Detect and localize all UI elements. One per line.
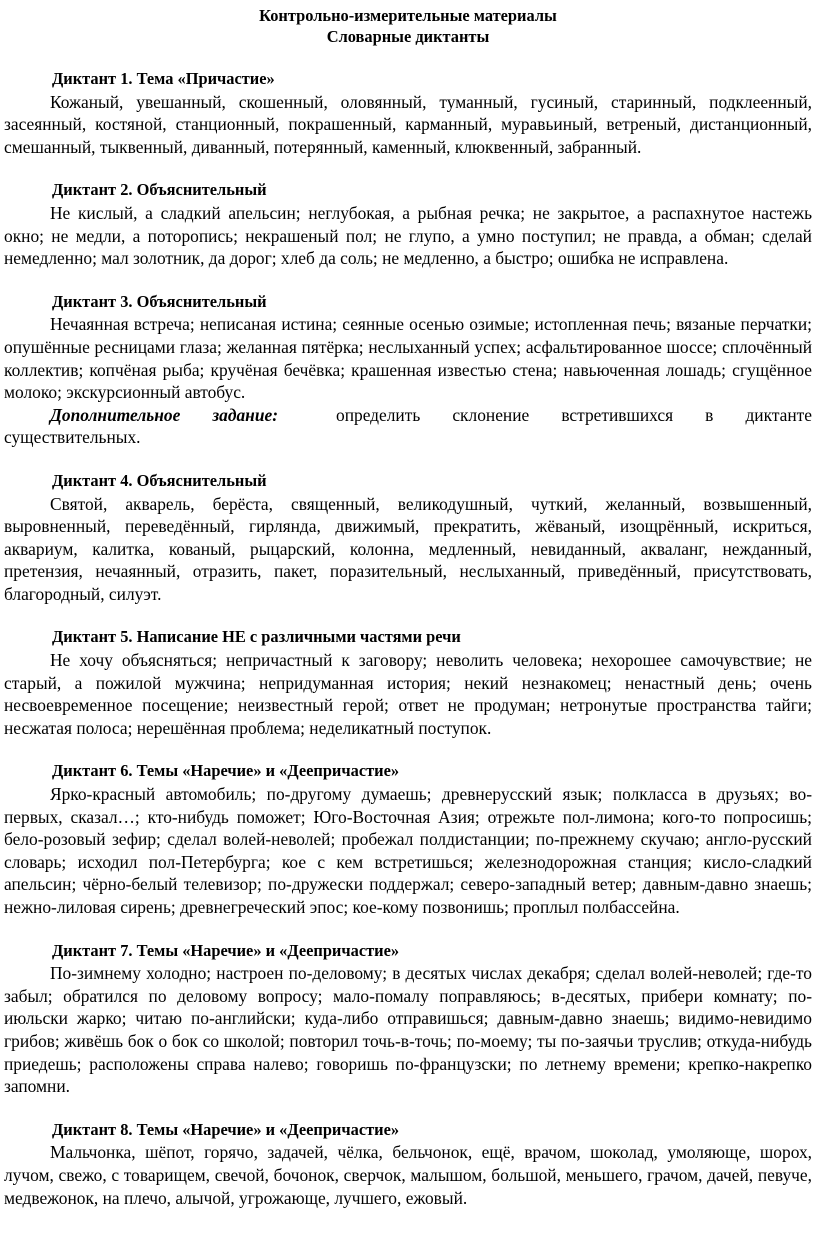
dictation-text: Святой, акварель, берёста, священный, великодушный, чуткий, желанный, возвышенный, выровненный, переведённый, гирлянда, движимый, прекратить, жёваный, изощрённый, искриться, аквариум, калитка, кованый, рыцарский, колонна, медленный, невиданный, акваланг, нежданный, претензия, нечаянный, отразить, пакет, поразительный, неслыханный, приведённый, присутствовать, благородный, силуэт. bbox=[4, 493, 812, 604]
dictation-text: Не хочу объясняться; непричастный к заговору; неволить человека; нехорошее самочувствие; не старый, а пожилой мужчина; непридуманная история; некий незнакомец; ненастный день; очень несвоевременное посещение; неизвестный герой; ответ не продуман; нетронутые пространства тайги; несжатая полоса; нерешённая проблема; неделикатный поступок. bbox=[4, 650, 812, 738]
additional-task-text: определить склонение встретившихся в диктанте существительных. bbox=[4, 404, 812, 448]
dictation-text: По-зимнему холодно; настроен по-деловому; в десятых числах декабря; сделал волей-неволей; где-то забыл; обратился по деловому вопросу; мало-помалу поправляюсь; в-десятых, прибери комнату; по-июльски жарко; читаю по-английски; куда-либо отправишься; давным-давно знаешь; видимо-невидимо грибов; живёшь бок о бок со школой; повторил точь-в-точь; по-моему; ты по-заячьи труслив; откуда-нибудь приедешь; расположены справа налево; говоришь по-французски; по летнему времени; крепко-накрепко запомни. bbox=[4, 963, 812, 1097]
dictation-7 bbox=[4, 940, 812, 1098]
dictation-title: Диктант 2. Объяснительный bbox=[52, 180, 267, 200]
header-title: Контрольно-измерительные материалы bbox=[259, 6, 557, 25]
dictation-8 bbox=[4, 1119, 812, 1209]
header-subtitle: Словарные диктанты bbox=[326, 27, 490, 46]
dictation-title: Диктант 1. Тема «Причастие» bbox=[52, 69, 275, 88]
dictation-text: Мальчонка, шёпот, горячо, задачей, чёлка, бельчонок, ещё, врачом, шоколад, умоляюще, шорох, лучом, свежо, с товарищем, свечой, бочонок, сверчок, малышом, большой, меньшего, грачом, дачей, певуче, медвежонок, на плечо, алычой, угрожающе, лучшего, ежовый. bbox=[4, 1142, 812, 1208]
dictation-4 bbox=[4, 470, 812, 606]
dictation-title: Диктант 3. Объяснительный bbox=[52, 291, 267, 311]
dictation-title: Диктант 8. Темы «Наречие» и «Деепричастие» bbox=[52, 1119, 400, 1139]
dictation-text: Ярко-красный автомобиль; по-другому думаешь; древнерусский язык; полкласса в друзьях; во-первых, сказал…; кто-нибудь поможет; Юго-Восточная Азия; отрежьте пол-лимона; кого-то попросишь; бело-розовый зефир; сделал волей-неволей; пробежал полдистанции; по-прежнему скучаю; англо-русский словарь; исходил пол-Петербурга; кое с кем встретишься; железнодорожная станция; кисло-сладкий апельсин; чёрно-белый телевизор; по-дружески поддержал; северо-западный ветер; давным-давно знаешь; нежно-лиловая сирень; древнегреческий эпос; кое-кому позвонишь; проплыл полбассейна. bbox=[4, 784, 812, 917]
dictation-title: Диктант 7. Темы «Наречие» и «Деепричастие» bbox=[52, 940, 400, 960]
dictation-title: Диктант 6. Темы «Наречие» и «Деепричастие» bbox=[52, 761, 400, 781]
additional-task bbox=[4, 404, 812, 449]
additional-task-label: Дополнительное задание: bbox=[50, 404, 278, 425]
dictation-text: Не кислый, а сладкий апельсин; неглубокая, а рыбная речка; не закрытое, а распахнутое настежь окно; не медли, а поторопись; некрашеный пол; не глупо, а умно поступил; не правда, а обман; сделай немедленно; мал золотник, да дорог; хлеб да соль; не медленно, а быстро; ошибка не исправлена. bbox=[4, 202, 812, 269]
dictation-6 bbox=[4, 760, 812, 918]
dictation-title: Диктант 5. Написание НЕ с различными частями речи bbox=[52, 627, 461, 647]
dictation-1 bbox=[4, 68, 812, 158]
dictation-3 bbox=[4, 291, 812, 449]
dictation-text: Нечаянная встреча; неписаная истина; сеянные осенью озимые; истопленная печь; вязаные перчатки; опушённые ресницами глаза; желанная пятёрка; неслыханный успех; асфальтированное шоссе; сплочённый коллектив; копчёная рыба; кручёная бечёвка; крашенная известью стена; навьюченная лошадь; сгущённое молоко; экскурсионный автобус. bbox=[4, 314, 812, 403]
dictation-text: Кожаный, увешанный, скошенный, оловянный, туманный, гусиный, старинный, подклеенный, засеянный, костяной, станционный, покрашенный, карманный, муравьиный, ветреный, дистанционный, смешанный, тыквенный, диванный, потерянный, каменный, клюквенный, забранный. bbox=[4, 91, 812, 157]
document-header bbox=[4, 0, 812, 47]
dictation-title: Диктант 4. Объяснительный bbox=[52, 470, 267, 490]
dictation-5 bbox=[4, 626, 812, 739]
dictation-2 bbox=[4, 179, 812, 269]
